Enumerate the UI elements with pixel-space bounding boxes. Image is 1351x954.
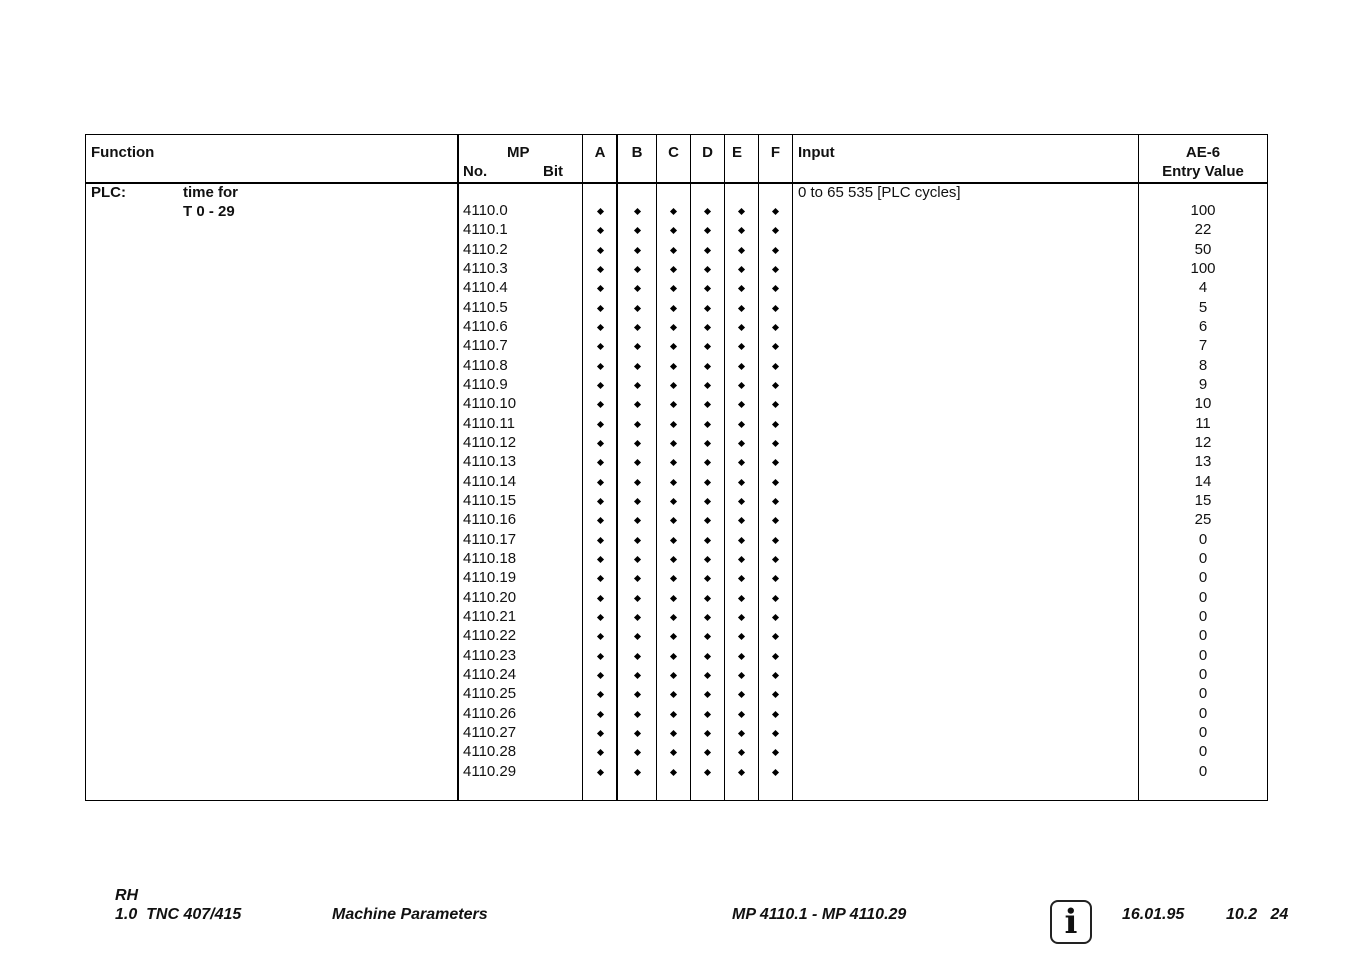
entry-value: 0 <box>1198 762 1208 780</box>
footer-author: RH <box>115 887 139 904</box>
header-c: C <box>668 144 679 161</box>
bullet-marker <box>738 575 745 582</box>
bullet-marker <box>633 440 640 447</box>
bullet-marker <box>772 691 779 698</box>
bullet-marker <box>772 440 779 447</box>
bullet-marker <box>633 363 640 370</box>
bullet-marker <box>772 459 779 466</box>
bullet-marker <box>670 498 677 505</box>
bullet-marker <box>704 208 711 215</box>
bullet-marker <box>633 227 640 234</box>
bullet-marker <box>633 247 640 254</box>
mp-number: 4110.23 <box>463 646 517 664</box>
bullet-marker <box>772 285 779 292</box>
bullet-marker <box>704 575 711 582</box>
mp-number: 4110.16 <box>463 511 517 529</box>
bullet-marker <box>633 575 640 582</box>
bullet-marker <box>738 324 745 331</box>
entry-value: 100 <box>1190 259 1216 277</box>
bullet-marker <box>596 653 603 660</box>
footer-range: MP 4110.1 - MP 4110.29 <box>732 906 907 923</box>
bullet-marker <box>704 691 711 698</box>
bullet-marker <box>670 595 677 602</box>
bullet-marker <box>738 247 745 254</box>
bullet-marker <box>596 768 603 775</box>
entry-value: 0 <box>1198 627 1208 645</box>
bullet-marker <box>596 305 603 312</box>
bullet-marker <box>670 556 677 563</box>
bullet-marker <box>670 343 677 350</box>
bullet-marker <box>772 672 779 679</box>
header-bit: Bit <box>543 163 563 180</box>
bullet-marker <box>772 633 779 640</box>
mp-number: 4110.14 <box>463 472 517 490</box>
bullet-marker <box>704 614 711 621</box>
bullet-marker <box>738 556 745 563</box>
bullet-marker <box>633 517 640 524</box>
footer-page: 10.2 24 <box>1226 906 1289 923</box>
mp-number: 4110.25 <box>463 685 517 703</box>
bullet-marker <box>633 730 640 737</box>
bullet-marker <box>704 768 711 775</box>
bullet-marker <box>772 208 779 215</box>
mp-number: 4110.22 <box>463 627 517 645</box>
header-mp: MP <box>507 144 530 161</box>
mp-number: 4110.9 <box>463 375 508 393</box>
bullet-marker <box>772 421 779 428</box>
bullet-marker <box>772 653 779 660</box>
bullet-marker <box>633 749 640 756</box>
bullet-marker <box>772 363 779 370</box>
mp-number: 4110.5 <box>463 298 508 316</box>
header-f: F <box>770 144 781 161</box>
entry-value: 0 <box>1198 665 1208 683</box>
bullet-marker <box>704 653 711 660</box>
bullet-marker <box>633 633 640 640</box>
bullet-marker <box>772 556 779 563</box>
parameter-table <box>85 134 1268 801</box>
bullet-marker <box>772 305 779 312</box>
bullet-marker <box>633 556 640 563</box>
bullet-marker <box>772 595 779 602</box>
bullet-marker <box>633 614 640 621</box>
mp-number: 4110.15 <box>463 491 517 509</box>
bullet-marker <box>738 595 745 602</box>
divider-f <box>792 135 793 800</box>
bullet-marker <box>704 382 711 389</box>
entry-value: 9 <box>1198 375 1208 393</box>
bullet-marker <box>738 633 745 640</box>
bullet-marker <box>670 614 677 621</box>
bullet-marker <box>596 537 603 544</box>
bullet-marker <box>738 343 745 350</box>
bullet-marker <box>772 575 779 582</box>
mp-number: 4110.3 <box>463 259 508 277</box>
bullet-marker <box>738 749 745 756</box>
mp-number: 4110.1 <box>463 221 508 239</box>
bullet-marker <box>596 459 603 466</box>
bullet-marker <box>596 266 603 273</box>
entry-value: 0 <box>1198 549 1208 567</box>
bullet-marker <box>633 401 640 408</box>
bullet-marker <box>738 227 745 234</box>
bullet-marker <box>596 479 603 486</box>
bullet-marker <box>738 498 745 505</box>
input-range: 0 to 65 535 [PLC cycles] <box>798 184 961 201</box>
entry-value: 7 <box>1198 337 1208 355</box>
header-input: Input <box>798 144 835 161</box>
bullet-marker <box>738 614 745 621</box>
bullet-marker <box>596 575 603 582</box>
bullet-marker <box>704 401 711 408</box>
bullet-marker <box>670 768 677 775</box>
bullet-marker <box>772 227 779 234</box>
mp-number: 4110.26 <box>463 704 517 722</box>
bullet-marker <box>670 440 677 447</box>
mp-number: 4110.7 <box>463 337 508 355</box>
mp-number: 4110.21 <box>463 607 517 625</box>
entry-value: 8 <box>1198 356 1208 374</box>
bullet-marker <box>670 537 677 544</box>
bullet-marker <box>704 324 711 331</box>
bullet-marker <box>704 421 711 428</box>
bullet-marker <box>704 517 711 524</box>
function-desc-line-2: T 0 - 29 <box>183 203 235 220</box>
mp-number: 4110.20 <box>463 588 517 606</box>
bullet-marker <box>738 363 745 370</box>
bullet-marker <box>670 517 677 524</box>
column-a-markers <box>583 209 617 789</box>
bullet-marker <box>670 247 677 254</box>
bullet-marker <box>772 266 779 273</box>
entry-value: 0 <box>1198 743 1208 761</box>
footer-section: Machine Parameters <box>332 906 488 923</box>
mp-number: 4110.29 <box>463 762 517 780</box>
bullet-marker <box>772 401 779 408</box>
bullet-marker <box>633 324 640 331</box>
bullet-marker <box>670 479 677 486</box>
bullet-marker <box>670 459 677 466</box>
entry-value: 0 <box>1198 685 1208 703</box>
bullet-marker <box>738 768 745 775</box>
mp-number: 4110.24 <box>463 665 517 683</box>
bullet-marker <box>670 633 677 640</box>
column-d-markers <box>691 209 724 789</box>
bullet-marker <box>670 710 677 717</box>
bullet-marker <box>704 595 711 602</box>
entry-value: 100 <box>1190 202 1216 219</box>
bullet-marker <box>596 363 603 370</box>
bullet-marker <box>704 479 711 486</box>
column-f-markers <box>759 209 792 789</box>
bullet-marker <box>738 440 745 447</box>
bullet-marker <box>596 247 603 254</box>
bullet-marker <box>633 285 640 292</box>
bullet-marker <box>738 421 745 428</box>
bullet-marker <box>704 305 711 312</box>
header-ae6: AE-6 <box>1185 144 1221 161</box>
bullet-marker <box>596 421 603 428</box>
entry-value: 12 <box>1194 433 1212 451</box>
bullet-marker <box>633 421 640 428</box>
bullet-marker <box>670 653 677 660</box>
header-b: B <box>631 144 643 161</box>
entry-value: 4 <box>1198 279 1208 297</box>
bullet-marker <box>704 498 711 505</box>
bullet-marker <box>704 247 711 254</box>
bullet-marker <box>596 498 603 505</box>
bullet-marker <box>670 266 677 273</box>
bullet-marker <box>596 749 603 756</box>
mp-number: 4110.13 <box>463 453 517 471</box>
bullet-marker <box>633 691 640 698</box>
bullet-marker <box>704 672 711 679</box>
bullet-marker <box>738 266 745 273</box>
bullet-marker <box>633 343 640 350</box>
bullet-marker <box>738 208 745 215</box>
bullet-marker <box>633 266 640 273</box>
function-label: PLC: <box>91 184 126 201</box>
bullet-marker <box>670 749 677 756</box>
bullet-marker <box>596 440 603 447</box>
bullet-marker <box>738 730 745 737</box>
bullet-marker <box>670 575 677 582</box>
bullet-marker <box>772 768 779 775</box>
bullet-marker <box>704 459 711 466</box>
mp-number: 4110.0 <box>463 202 508 219</box>
bullet-marker <box>670 227 677 234</box>
bullet-marker <box>704 266 711 273</box>
bullet-marker <box>596 730 603 737</box>
header-no: No. <box>463 163 488 180</box>
bullet-marker <box>633 459 640 466</box>
mp-number: 4110.12 <box>463 433 517 451</box>
mp-number: 4110.17 <box>463 530 517 548</box>
bullet-marker <box>704 710 711 717</box>
mp-number: 4110.4 <box>463 279 508 297</box>
bullet-marker <box>596 556 603 563</box>
mp-number-column <box>463 201 583 781</box>
column-e-markers <box>725 209 758 789</box>
bullet-marker <box>596 343 603 350</box>
entry-value: 0 <box>1198 607 1208 625</box>
bullet-marker <box>704 749 711 756</box>
bullet-marker <box>670 730 677 737</box>
entry-value: 0 <box>1198 646 1208 664</box>
bullet-marker <box>596 227 603 234</box>
bullet-marker <box>596 672 603 679</box>
mp-number: 4110.19 <box>463 569 517 587</box>
bullet-marker <box>772 517 779 524</box>
bullet-marker <box>596 285 603 292</box>
footer-date: 16.01.95 <box>1122 906 1185 923</box>
bullet-marker <box>596 401 603 408</box>
entry-value: 22 <box>1194 221 1212 239</box>
bullet-marker <box>738 710 745 717</box>
bullet-marker <box>633 208 640 215</box>
column-c-markers <box>657 209 690 789</box>
bullet-marker <box>633 498 640 505</box>
bullet-marker <box>772 614 779 621</box>
bullet-marker <box>596 208 603 215</box>
header-entry-value: Entry Value <box>1162 163 1244 180</box>
bullet-marker <box>738 459 745 466</box>
bullet-marker <box>704 363 711 370</box>
bullet-marker <box>670 382 677 389</box>
bullet-marker <box>633 595 640 602</box>
entry-value: 0 <box>1198 588 1208 606</box>
bullet-marker <box>596 614 603 621</box>
bullet-marker <box>738 401 745 408</box>
bullet-marker <box>670 672 677 679</box>
bullet-marker <box>633 537 640 544</box>
bullet-marker <box>738 653 745 660</box>
bullet-marker <box>704 343 711 350</box>
entry-value-column <box>1139 201 1267 781</box>
entry-value: 5 <box>1198 298 1208 316</box>
bullet-marker <box>772 498 779 505</box>
bullet-marker <box>633 382 640 389</box>
footer-version: 1.0 TNC 407/415 <box>115 906 242 923</box>
bullet-marker <box>738 537 745 544</box>
entry-value: 0 <box>1198 723 1208 741</box>
entry-value: 13 <box>1194 453 1212 471</box>
bullet-marker <box>738 305 745 312</box>
bullet-marker <box>633 653 640 660</box>
divider-function <box>457 135 459 800</box>
bullet-marker <box>772 479 779 486</box>
bullet-marker <box>772 382 779 389</box>
bullet-marker <box>738 672 745 679</box>
entry-value: 25 <box>1194 511 1212 529</box>
mp-number: 4110.2 <box>463 240 508 258</box>
bullet-marker <box>704 556 711 563</box>
header-function: Function <box>91 144 155 161</box>
mp-number: 4110.6 <box>463 317 508 335</box>
header-rule <box>86 182 1267 184</box>
bullet-marker <box>633 672 640 679</box>
bullet-marker <box>633 305 640 312</box>
entry-value: 50 <box>1194 240 1212 258</box>
bullet-marker <box>738 382 745 389</box>
entry-value: 11 <box>1195 414 1211 432</box>
mp-number: 4110.8 <box>463 356 508 374</box>
bullet-marker <box>596 633 603 640</box>
bullet-marker <box>670 401 677 408</box>
bullet-marker <box>670 421 677 428</box>
bullet-marker <box>596 517 603 524</box>
bullet-marker <box>633 479 640 486</box>
bullet-marker <box>670 363 677 370</box>
bullet-marker <box>772 343 779 350</box>
bullet-marker <box>670 691 677 698</box>
entry-value: 10 <box>1194 395 1212 413</box>
bullet-marker <box>596 324 603 331</box>
header-a: A <box>594 144 606 161</box>
bullet-marker <box>738 517 745 524</box>
mp-number: 4110.10 <box>463 395 517 413</box>
bullet-marker <box>772 247 779 254</box>
entry-value: 0 <box>1198 530 1208 548</box>
entry-value: 6 <box>1198 317 1208 335</box>
mp-number: 4110.18 <box>463 549 517 567</box>
bullet-marker <box>772 730 779 737</box>
bullet-marker <box>772 324 779 331</box>
bullet-marker <box>596 710 603 717</box>
bullet-marker <box>772 537 779 544</box>
bullet-marker <box>670 305 677 312</box>
entry-value: 15 <box>1194 491 1212 509</box>
mp-number: 4110.11 <box>463 414 515 432</box>
bullet-marker <box>704 227 711 234</box>
bullet-marker <box>596 595 603 602</box>
function-desc-line-1: time for <box>183 184 239 201</box>
entry-value: 0 <box>1198 569 1208 587</box>
header-e: E <box>731 144 742 161</box>
bullet-marker <box>738 479 745 486</box>
bullet-marker <box>596 691 603 698</box>
mp-number: 4110.27 <box>463 723 517 741</box>
mp-number: 4110.28 <box>463 743 517 761</box>
bullet-marker <box>633 710 640 717</box>
bullet-marker <box>704 285 711 292</box>
bullet-marker <box>772 749 779 756</box>
entry-value: 0 <box>1198 704 1208 722</box>
bullet-marker <box>704 633 711 640</box>
bullet-marker <box>738 285 745 292</box>
bullet-marker <box>738 691 745 698</box>
header-d: D <box>702 144 713 161</box>
bullet-marker <box>670 285 677 292</box>
bullet-marker <box>596 382 603 389</box>
column-b-markers <box>618 209 656 789</box>
bullet-marker <box>670 208 677 215</box>
entry-value: 14 <box>1194 472 1212 490</box>
bullet-marker <box>772 710 779 717</box>
bullet-marker <box>704 730 711 737</box>
bullet-marker <box>670 324 677 331</box>
bullet-marker <box>704 440 711 447</box>
bullet-marker <box>704 537 711 544</box>
bullet-marker <box>633 768 640 775</box>
info-icon: i <box>1050 900 1092 944</box>
